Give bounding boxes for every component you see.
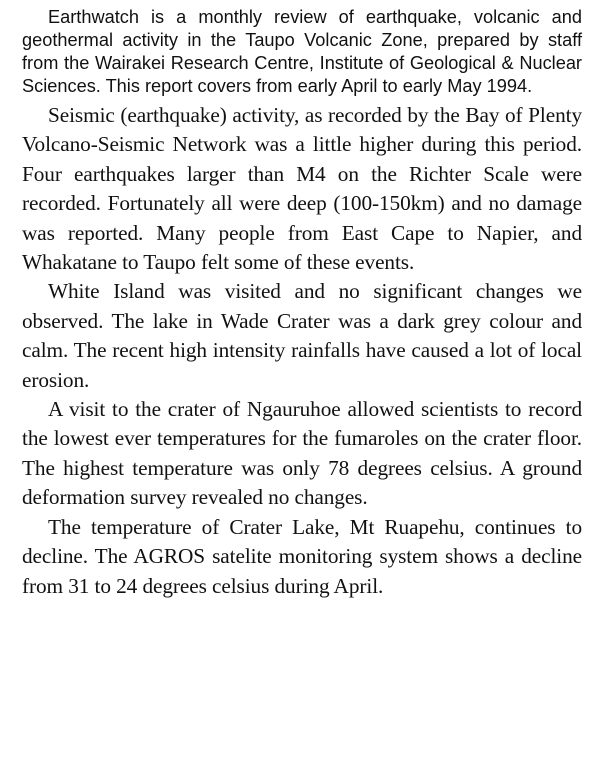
ngauruhoe-paragraph: A visit to the crater of Ngauruhoe allowed scientists to record the lowest ever temperatures for the fumaroles on the crater floor. The highest temperature was only 78 degrees celsius. A ground deformation survey revealed no changes. <box>22 397 582 510</box>
crater-lake-paragraph: The temperature of Crater Lake, Mt Ruapehu, continues to decline. The AGROS satelite monitoring system shows a decline from 31 to 24 degrees celsius during April. <box>22 514 582 598</box>
seismic-paragraph: Seismic (earthquake) activity, as recorded by the Bay of Plenty Volcano-Seismic Network was a little higher during this period. Four earthquakes larger than M4 on the Richter Scale were recorded. Fortunately all were deep (100-150km) and no damage was reported. Many people from East Cape to Napier, and Whakatane to Taupo felt some of these events. <box>22 103 582 275</box>
article-page <box>22 6 582 601</box>
white-island-paragraph: White Island was visited and no significant changes we observed. The lake in Wade Crater was a dark grey colour and calm. The recent high intensity rainfalls have caused a lot of local erosion. <box>22 279 582 392</box>
intro-paragraph: Earthwatch is a monthly review of earthquake, volcanic and geothermal activity in the Taupo Volcanic Zone, prepared by staff from the Wairakei Research Centre, Institute of Geological & Nuclear Sciences. This report covers from early April to early May 1994. <box>22 7 582 96</box>
